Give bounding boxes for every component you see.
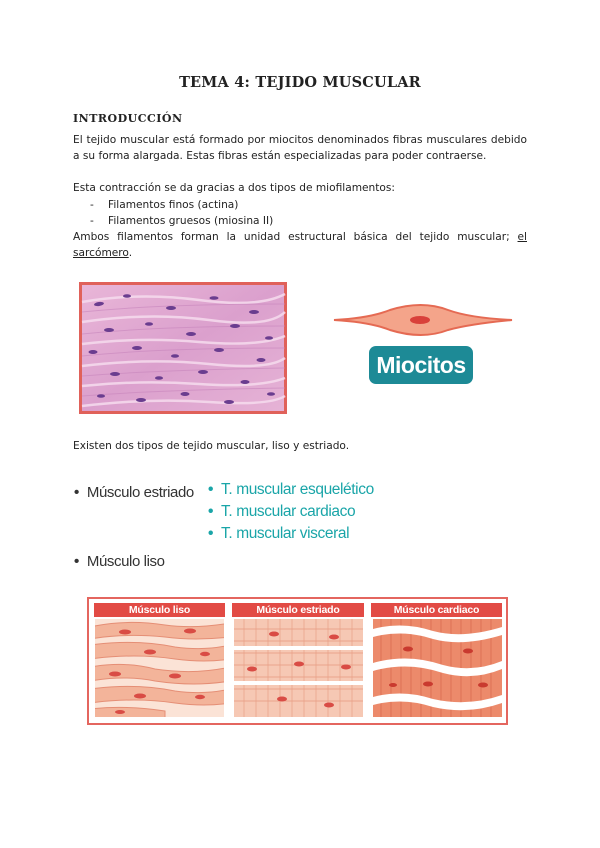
intro-paragraph: El tejido muscular está formado por miocitos denominados fibras musculares debido a su forma alargada. Estas fibras están especializadas para poder contraerse.: [73, 134, 527, 162]
document-title: TEMA 4: TEJIDO MUSCULAR: [179, 74, 421, 91]
myocytes-badge: Miocitos: [369, 346, 473, 384]
bullet-icon: •: [208, 481, 214, 498]
striated-muscle-image: [234, 619, 363, 717]
panel-label-cardiac: Músculo cardiaco: [371, 603, 502, 617]
bullet-icon: •: [208, 525, 214, 542]
subtype-label: T. muscular esquelético: [221, 481, 374, 498]
striated-subtype-item: [208, 481, 374, 499]
striated-muscle-item: [74, 484, 194, 501]
sarcomere-term: el sarcómero: [73, 231, 527, 259]
subtype-label: T. muscular cardiaco: [221, 503, 356, 520]
panel-label-striated: Músculo estriado: [232, 603, 364, 617]
bullet-icon: •: [74, 484, 79, 501]
sarcomere-paragraph: [73, 229, 527, 261]
filament-list: [90, 197, 273, 229]
bullet-icon: •: [208, 503, 214, 520]
smooth-muscle-item: [74, 553, 165, 570]
panel-label-smooth: Músculo liso: [94, 603, 225, 617]
contraction-paragraph: Esta contracción se da gracias a dos tipos de miofilamentos:: [73, 182, 395, 194]
smooth-muscle-label: Músculo liso: [86, 553, 165, 570]
smooth-muscle-image: [95, 619, 224, 717]
myocyte-cell-illustration: [330, 298, 516, 342]
striated-muscle-label: Músculo estriado: [86, 484, 194, 501]
muscle-comparison-figure: [87, 597, 508, 725]
sarcomere-end: .: [128, 247, 133, 259]
section-heading: INTRODUCCIÓN: [73, 112, 183, 125]
list-item-text: Filamentos finos (actina): [108, 199, 239, 211]
subtype-label: T. muscular visceral: [221, 525, 350, 542]
striated-subtype-item: [208, 503, 355, 521]
sarcomere-text: Ambos filamentos forman la unidad estructural básica del tejido muscular;: [73, 231, 518, 243]
cardiac-muscle-image: [373, 619, 502, 717]
bullet-icon: •: [74, 553, 79, 570]
striated-subtype-item: [208, 525, 349, 543]
muscle-histology-image: [79, 282, 287, 414]
list-item: - Filamentos gruesos (miosina II): [90, 215, 274, 227]
types-paragraph: Existen dos tipos de tejido muscular, liso y estriado.: [73, 440, 350, 452]
list-item-text: Filamentos gruesos (miosina II): [108, 215, 274, 227]
list-item: - Filamentos finos (actina): [90, 199, 239, 211]
